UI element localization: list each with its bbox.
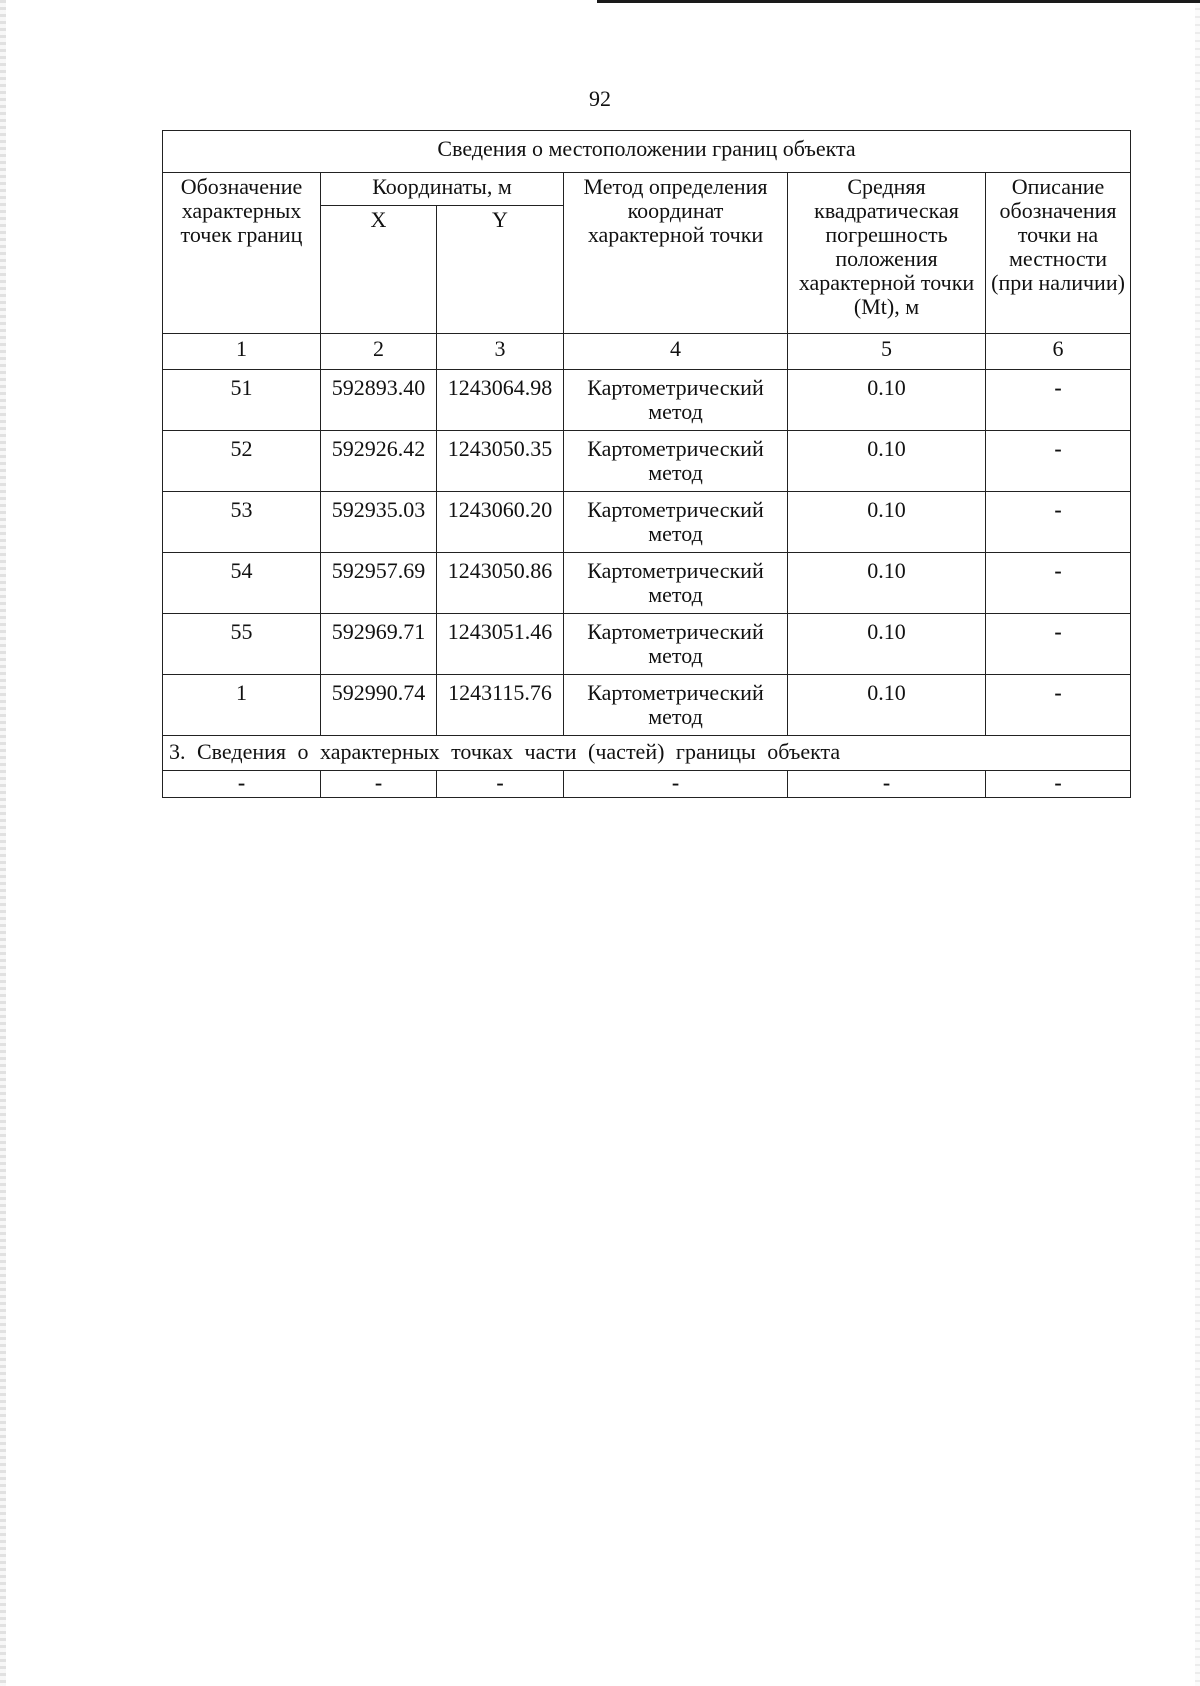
description-cell: - bbox=[986, 553, 1131, 614]
y-cell: 1243115.76 bbox=[437, 675, 564, 736]
table-title-row bbox=[163, 131, 1131, 173]
header-coordinates: Координаты, м bbox=[321, 173, 564, 206]
method-cell: Картометрический метод bbox=[564, 492, 788, 553]
table-row bbox=[163, 553, 1131, 614]
method-cell: Картометрический метод bbox=[564, 431, 788, 492]
header-row bbox=[163, 173, 1131, 206]
table-row bbox=[163, 492, 1131, 553]
accuracy-cell: 0.10 bbox=[788, 431, 986, 492]
section3-title-row bbox=[163, 736, 1131, 771]
x-cell: 592990.74 bbox=[321, 675, 437, 736]
y-cell: 1243060.20 bbox=[437, 492, 564, 553]
method-cell: Картометрический метод bbox=[564, 614, 788, 675]
x-cell: 592893.40 bbox=[321, 370, 437, 431]
header-x: X bbox=[321, 206, 437, 334]
accuracy-cell: 0.10 bbox=[788, 675, 986, 736]
point-cell: 55 bbox=[163, 614, 321, 675]
column-number: 3 bbox=[437, 334, 564, 370]
empty-cell: - bbox=[321, 771, 437, 798]
header-description: Описание обозначения точки на местности (при наличии) bbox=[986, 173, 1131, 334]
x-cell: 592935.03 bbox=[321, 492, 437, 553]
header-y: Y bbox=[437, 206, 564, 334]
description-cell: - bbox=[986, 431, 1131, 492]
point-cell: 1 bbox=[163, 675, 321, 736]
table-title: Сведения о местоположении границ объекта bbox=[163, 131, 1131, 173]
x-cell: 592957.69 bbox=[321, 553, 437, 614]
page-number: 92 bbox=[589, 86, 611, 111]
description-cell: - bbox=[986, 492, 1131, 553]
description-cell: - bbox=[986, 675, 1131, 736]
accuracy-cell: 0.10 bbox=[788, 553, 986, 614]
boundary-table bbox=[162, 130, 1131, 798]
point-cell: 52 bbox=[163, 431, 321, 492]
y-cell: 1243050.35 bbox=[437, 431, 564, 492]
section3-row bbox=[163, 771, 1131, 798]
method-cell: Картометрический метод bbox=[564, 553, 788, 614]
column-number: 4 bbox=[564, 334, 788, 370]
column-number: 1 bbox=[163, 334, 321, 370]
scan-edge-right bbox=[1195, 0, 1200, 1686]
description-cell: - bbox=[986, 614, 1131, 675]
accuracy-cell: 0.10 bbox=[788, 370, 986, 431]
empty-cell: - bbox=[564, 771, 788, 798]
empty-cell: - bbox=[986, 771, 1131, 798]
top-rule bbox=[597, 0, 1200, 3]
method-cell: Картометрический метод bbox=[564, 675, 788, 736]
x-cell: 592926.42 bbox=[321, 431, 437, 492]
table-row bbox=[163, 431, 1131, 492]
column-number: 2 bbox=[321, 334, 437, 370]
y-cell: 1243064.98 bbox=[437, 370, 564, 431]
point-cell: 51 bbox=[163, 370, 321, 431]
section3-title: 3. Сведения о характерных точках части (частей) границы объекта bbox=[163, 736, 1131, 771]
table-row bbox=[163, 614, 1131, 675]
accuracy-cell: 0.10 bbox=[788, 614, 986, 675]
accuracy-cell: 0.10 bbox=[788, 492, 986, 553]
point-cell: 53 bbox=[163, 492, 321, 553]
empty-cell: - bbox=[437, 771, 564, 798]
y-cell: 1243051.46 bbox=[437, 614, 564, 675]
scan-edge-left bbox=[0, 0, 6, 1686]
header-accuracy: Средняя квадратическая погрешность положения характерной точки (Mt), м bbox=[788, 173, 986, 334]
method-cell: Картометрический метод bbox=[564, 370, 788, 431]
point-cell: 54 bbox=[163, 553, 321, 614]
header-point-label: Обозначение характерных точек границ bbox=[163, 173, 321, 334]
header-method: Метод определения координат характерной точки bbox=[564, 173, 788, 334]
column-number: 6 bbox=[986, 334, 1131, 370]
column-number: 5 bbox=[788, 334, 986, 370]
y-cell: 1243050.86 bbox=[437, 553, 564, 614]
table-row bbox=[163, 675, 1131, 736]
empty-cell: - bbox=[788, 771, 986, 798]
x-cell: 592969.71 bbox=[321, 614, 437, 675]
description-cell: - bbox=[986, 370, 1131, 431]
table-row bbox=[163, 370, 1131, 431]
column-number-row bbox=[163, 334, 1131, 370]
empty-cell: - bbox=[163, 771, 321, 798]
